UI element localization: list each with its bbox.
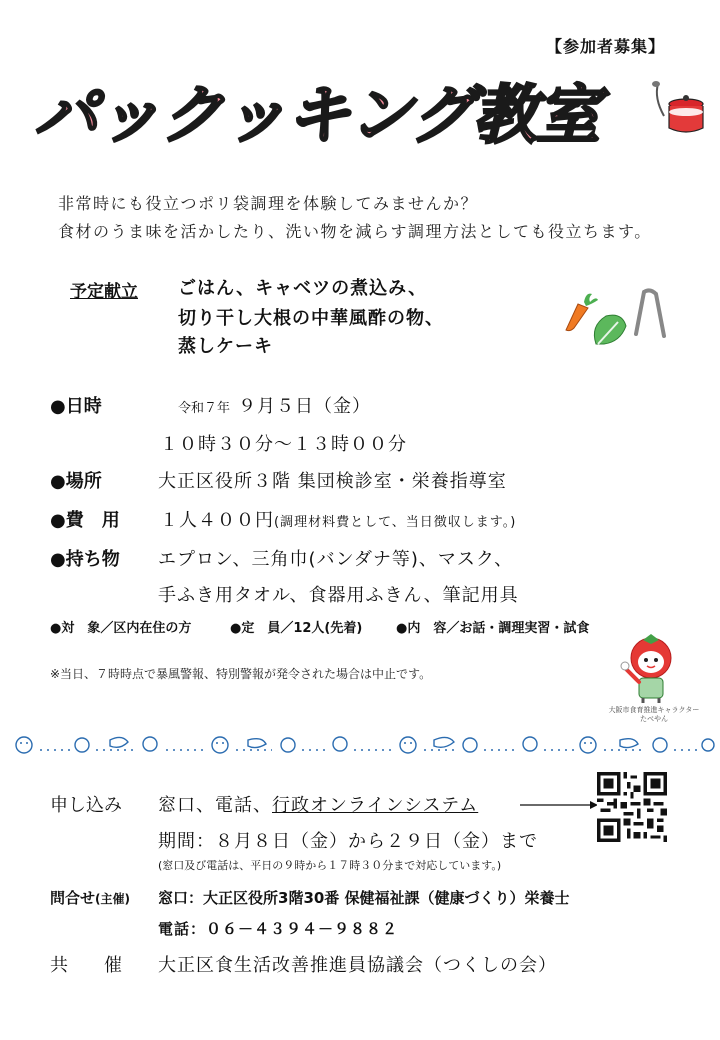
fee-note: (調理材料費として、当日徴収します。)	[274, 515, 517, 530]
apply-methods	[158, 791, 478, 817]
fee-amount: １人４００円	[160, 510, 274, 531]
page-title: パックッキング教室	[34, 79, 600, 153]
place-label: ●場所	[50, 471, 102, 492]
cohost-label: 共 催	[50, 955, 122, 976]
mascot-caption: 大阪市食育推進キャラクター たべやん	[608, 706, 700, 723]
menu-label: 予定献立	[70, 282, 138, 302]
pot-icon	[646, 78, 706, 138]
contact-label-text: 問合せ	[50, 889, 96, 907]
date-era: 令和７年	[178, 401, 231, 416]
cohost-value: 大正区食生活改善推進員協議会（つくしの会）	[158, 955, 557, 976]
time-value: １０時３０分～１３時００分	[160, 434, 407, 455]
arrow-right-icon	[520, 800, 598, 810]
content-info: ●内 容／お話・調理実習・試食	[396, 621, 590, 636]
menu-line-2: 切り干し大根の中華風酢の物、	[178, 308, 444, 329]
tomato-mascot-icon	[617, 632, 683, 704]
intro-line-1: 非常時にも役立つポリ袋調理を体験してみませんか？	[58, 194, 479, 213]
weather-warning: ※当日、７時時点で暴風警報、特別警報が発令された場合は中止です。	[50, 667, 432, 681]
vegetable-border	[10, 728, 715, 762]
apply-period: 期間：８月８日（金）から２９日（金）まで	[158, 831, 538, 852]
contact-label	[50, 887, 130, 908]
capacity-info: ●定 員／12人(先着)	[230, 621, 363, 636]
menu-line-3: 蒸しケーキ	[178, 336, 273, 357]
bring-line-1: エプロン、三角巾(バンダナ等)、マスク、	[158, 549, 514, 570]
bring-line-2: 手ふき用タオル、食器用ふきん、筆記用具	[158, 585, 519, 606]
fee-value	[160, 506, 516, 532]
menu-line-1: ごはん、キャベツの煮込み、	[178, 278, 428, 299]
contact-label-sub: (主催)	[95, 892, 130, 906]
date-label: ●日時	[50, 396, 102, 417]
online-system-link[interactable]: 行政オンラインシステム	[272, 795, 479, 816]
fee-label: ●費 用	[50, 510, 120, 531]
contact-phone: 電話：０６－４３９４－９８８２	[158, 920, 399, 938]
recruit-heading: 【参加者募集】	[546, 37, 666, 56]
bring-label: ●持ち物	[50, 549, 120, 570]
intro-line-2: 食材のうま味を活かしたり、洗い物を減らす調理方法としても役立ちます。	[58, 222, 652, 241]
contact-window: 窓口：大正区役所3階30番 保健福祉課（健康づくり）栄養士	[158, 889, 570, 907]
place-value: 大正区役所３階 集団検診室・栄養指導室	[158, 471, 507, 492]
apply-label: 申し込み	[50, 795, 122, 816]
target-info: ●対 象／区内在住の方	[50, 621, 192, 636]
vegetables-icon	[560, 286, 672, 350]
apply-methods-text: 窓口、電話、	[158, 795, 272, 816]
qr-code-icon[interactable]	[597, 772, 667, 842]
date-value: ９月５日（金）	[238, 396, 371, 417]
apply-period-note: (窓口及び電話は、平日の９時から１７時３０分まで対応しています。)	[158, 859, 502, 872]
